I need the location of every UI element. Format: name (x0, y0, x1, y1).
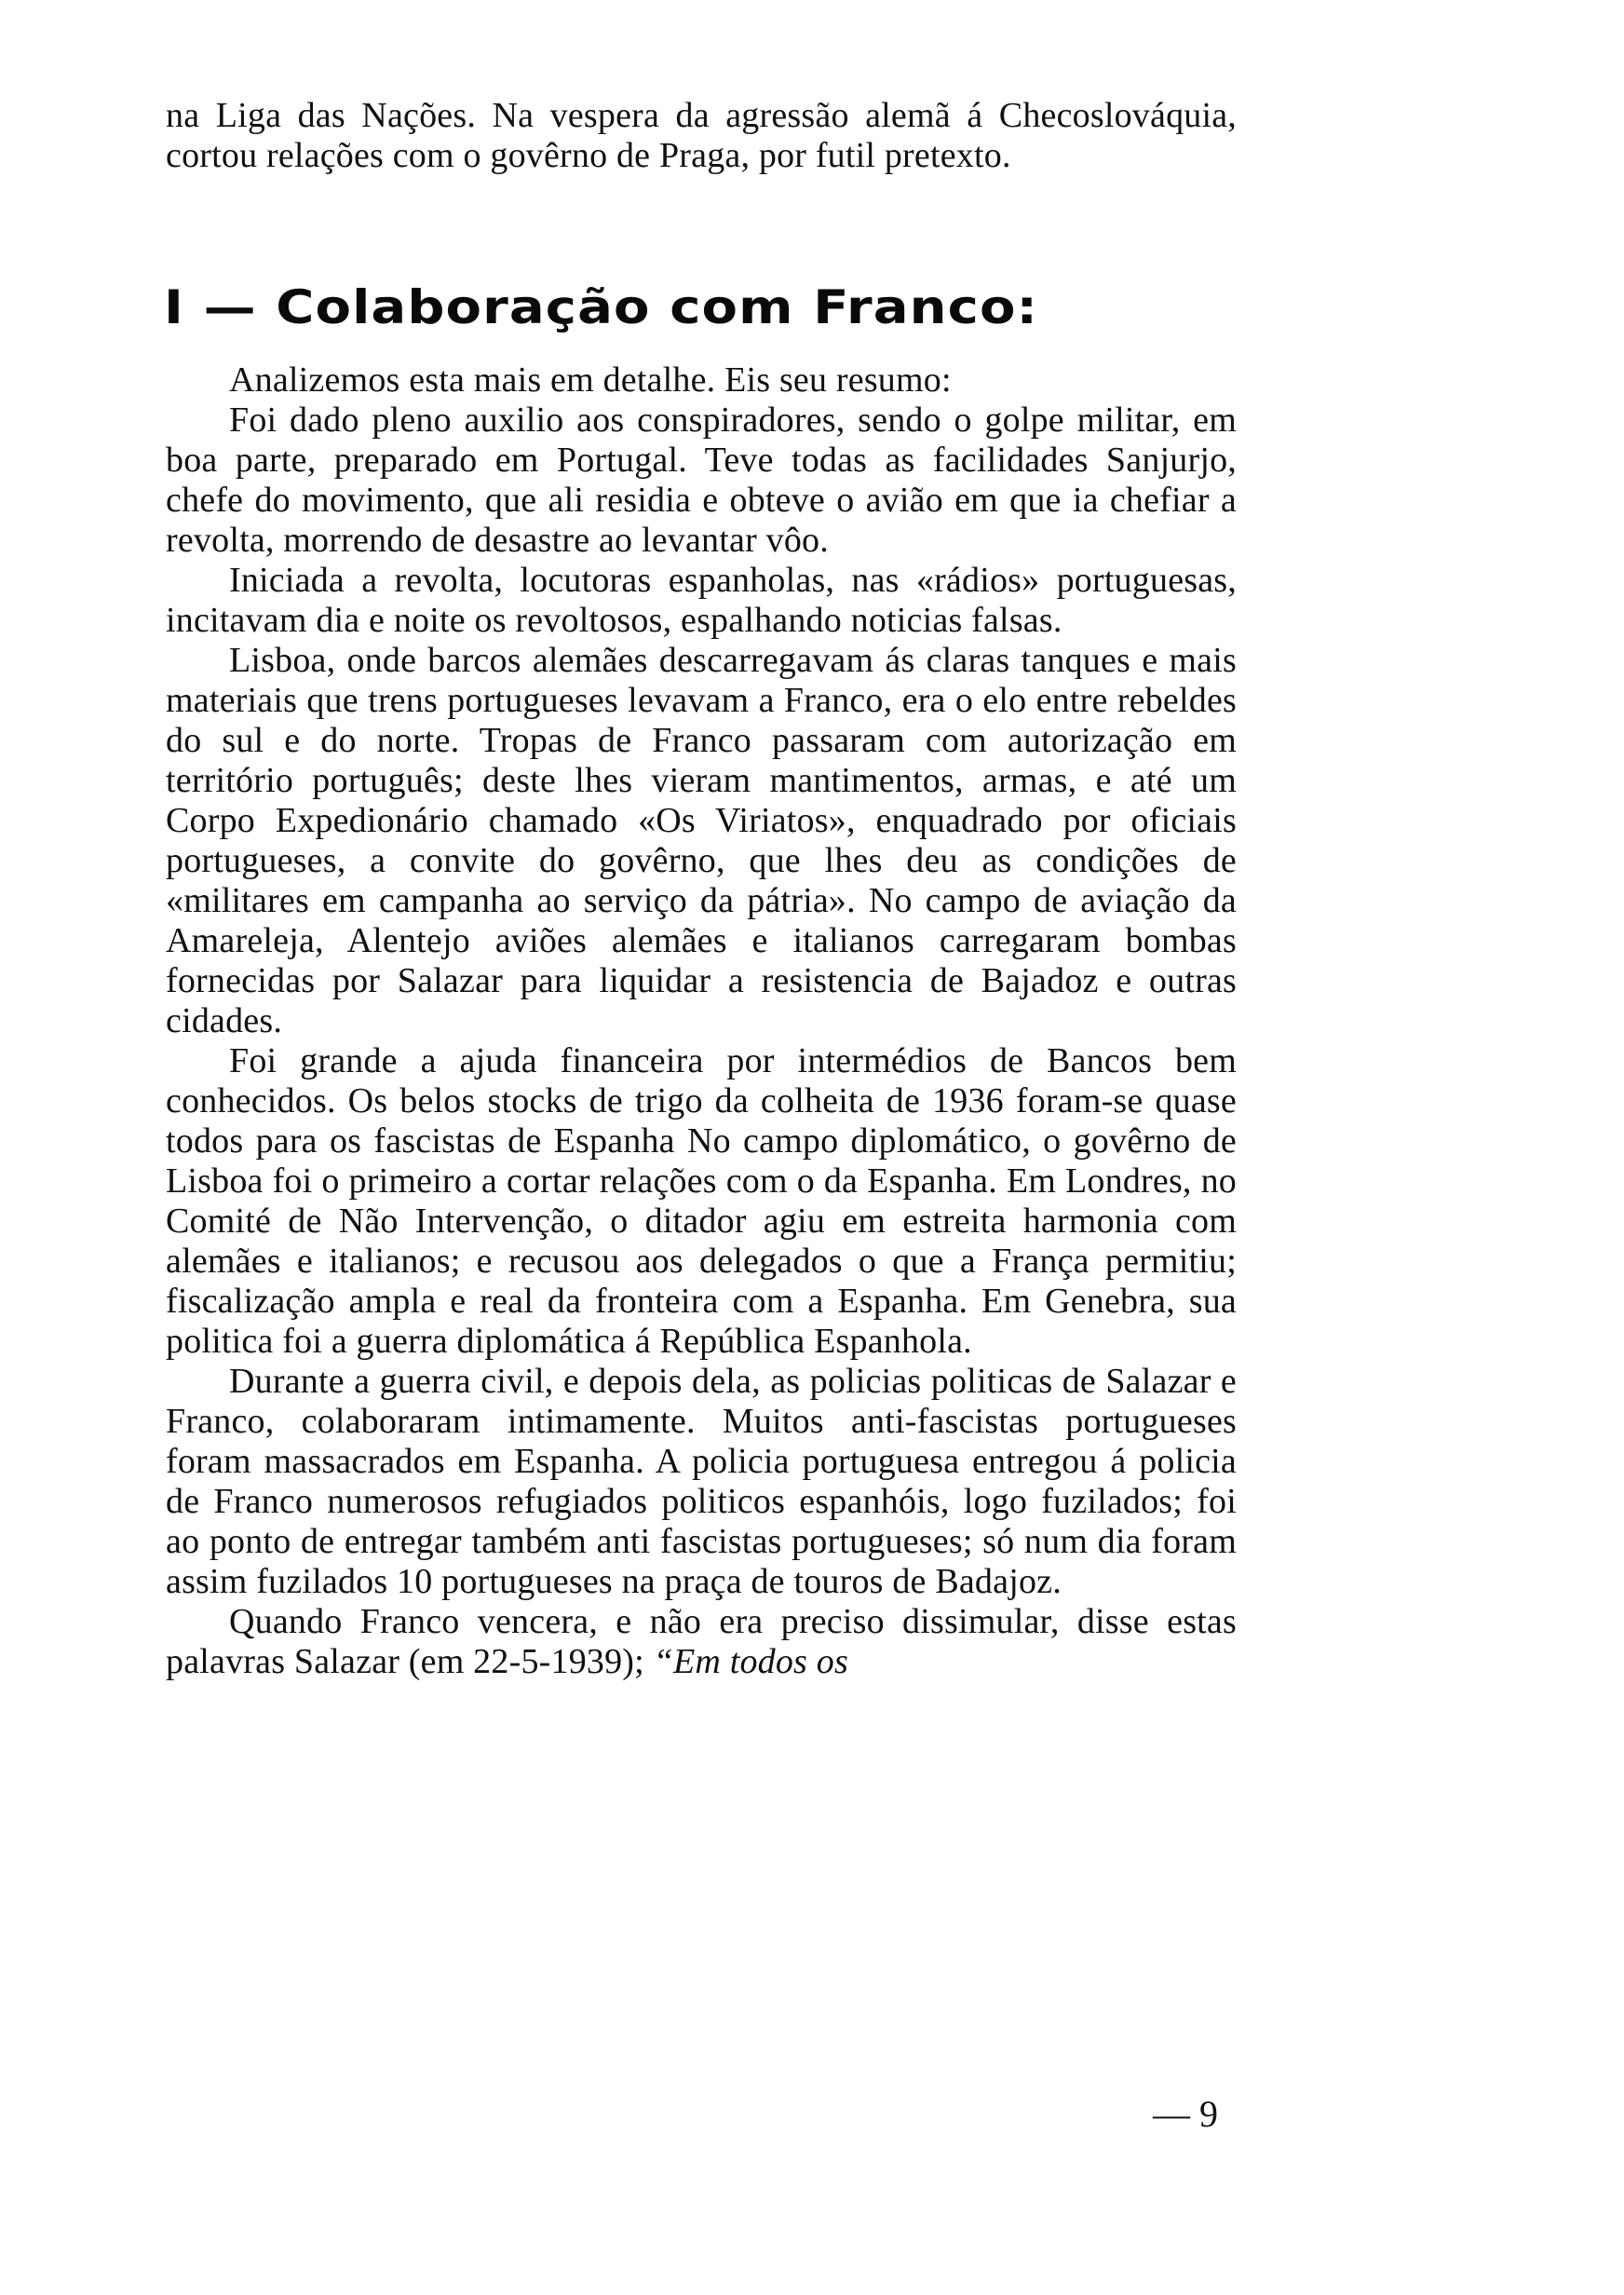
paragraph-6: Durante a guerra civil, e depois dela, as policias politicas de Salazar e Franco, colaboraram intimamente. Muitos anti-fascistas portugueses foram massacrados em Espanha. A policia portuguesa entregou á policia de Franco numerosos refugiados politicos espanhóis, logo fuzilados; foi ao ponto de entregar também anti fascistas portugueses; só num dia foram assim fuzilados 10 portugueses na praça de touros de Badajoz. (166, 1362, 1237, 1601)
paragraph-4: Lisboa, onde barcos alemães descarregavam ás claras tanques e mais materiais que trens portugueses levavam a Franco, era o elo entre rebeldes do sul e do norte. Tropas de Franco passaram com autorização em território português; deste lhes vieram mantimentos, armas, e até um Corpo Expedionário chamado «Os Viriatos», enquadrado por oficiais portugueses, a convite do govêrno, que lhes deu as condições de «militares em campanha ao serviço da pátria». No campo de aviação da Amareleja, Alentejo aviões alemães e italianos carregaram bombas fornecidas por Salazar para liquidar a resistencia de Bajadoz e outras cidades. (166, 641, 1237, 1040)
closing-paragraph (166, 1602, 1237, 1682)
section-body (166, 360, 1237, 1682)
closing-paragraph-text: Quando Franco vencera, e não era preciso dissimular, disse estas palavras Salazar (em 22-5-1939); (166, 1602, 1237, 1681)
page-number: — 9 (1153, 2093, 1218, 2135)
paragraph-2: Foi dado pleno auxilio aos conspiradores, sendo o golpe militar, em boa parte, preparado em Portugal. Teve todas as facilidades Sanjurjo, chefe do movimento, que ali residia e obteve o avião em que ia chefiar a revolta, morrendo de desastre ao levantar vôo. (166, 401, 1237, 560)
opening-paragraph: na Liga das Nações. Na vespera da agressão alemã á Checoslováquia, cortou relações com o govêrno de Praga, por futil pretexto. (166, 96, 1237, 175)
paragraph-3: Iniciada a revolta, locutoras espanholas, nas «rádios» portuguesas, incitavam dia e noite os revoltosos, espalhando noticias falsas. (166, 561, 1237, 640)
closing-paragraph-quote: “Em todos os (653, 1642, 848, 1681)
paragraph-1: Analizemos esta mais em detalhe. Eis seu resumo: (229, 360, 952, 400)
section-heading: I — Colaboração com Franco: (164, 280, 1039, 334)
paragraph-5: Foi grande a ajuda financeira por intermédios de Bancos bem conhecidos. Os belos stocks de trigo da colheita de 1936 foram-se quase todos para os fascistas de Espanha No campo diplomático, o govêrno de Lisboa foi o primeiro a cortar relações com o da Espanha. Em Londres, no Comité de Não Intervenção, o ditador agiu em estreita harmonia com alemães e italianos; e recusou aos delegados o que a França permitiu; fiscalização ampla e real da fronteira com a Espanha. Em Genebra, sua politica foi a guerra diplomática á República Espanhola. (166, 1041, 1237, 1361)
